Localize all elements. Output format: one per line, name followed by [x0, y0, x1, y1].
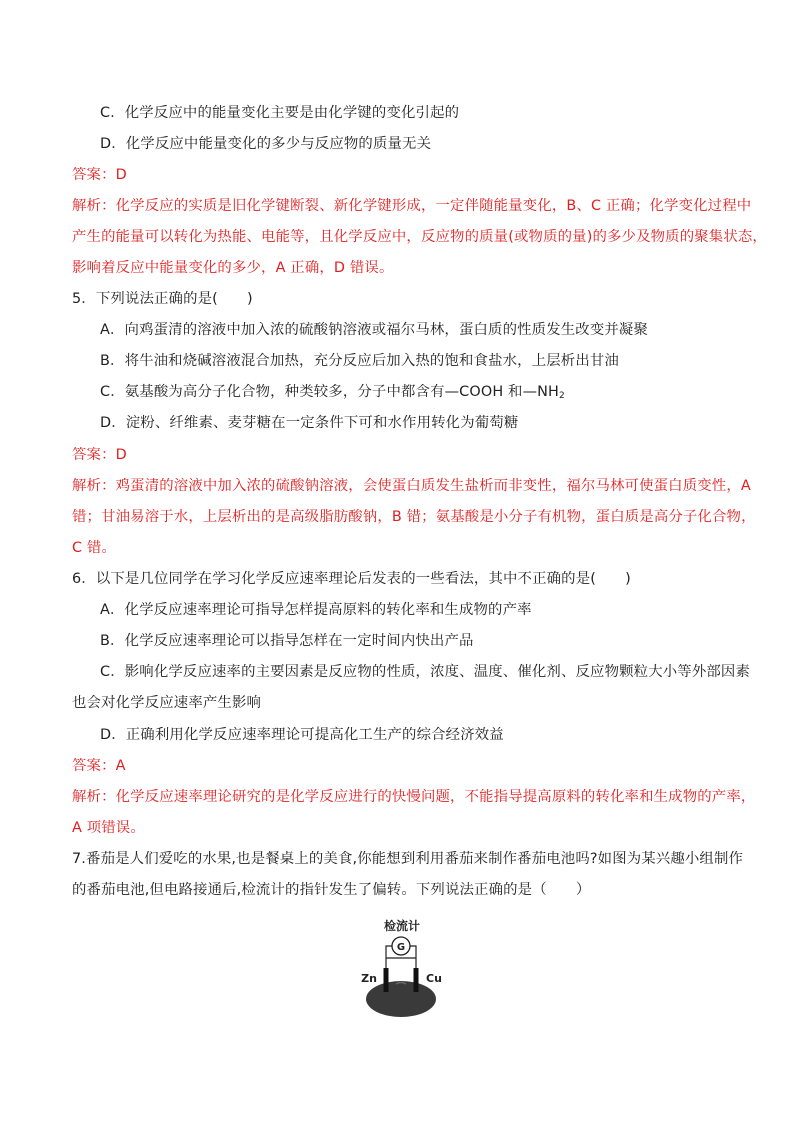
- q5-stem: 5．下列说法正确的是( ): [72, 291, 253, 307]
- tomato-battery-figure: [356, 914, 452, 1022]
- q6-option-c-line-2: 也会对化学反应速率产生影响: [72, 695, 262, 711]
- q6-analysis-line-2: A 项错误。: [72, 820, 145, 836]
- q5-option-a: A．向鸡蛋清的溶液中加入浓的硫酸钠溶液或福尔马林，蛋白质的性质发生改变并凝聚: [100, 322, 649, 338]
- zinc-electrode: [384, 968, 389, 992]
- tomato-battery-diagram: [356, 914, 452, 1022]
- q6-option-b: B．化学反应速率理论可以指导怎样在一定时间内快出产品: [100, 633, 474, 649]
- q5-option-c-subscript: 2: [559, 391, 565, 401]
- q5-option-c: [100, 382, 760, 402]
- q5-option-d: D．淀粉、纤维素、麦芽糖在一定条件下可和水作用转化为葡萄糖: [100, 415, 519, 431]
- q4-analysis-line-1: 解析：化学反应的实质是旧化学键断裂、新化学键形成，一定伴随能量变化，B、C 正确；化学变化过程中: [72, 198, 752, 214]
- q5-analysis-line-3: C 错。: [72, 540, 117, 556]
- q6-stem: 6．以下是几位同学在学习化学反应速率理论后发表的一些看法，其中不正确的是( ): [72, 571, 631, 587]
- galvanometer-symbol: G: [396, 942, 406, 953]
- q5-answer: 答案：D: [72, 447, 127, 463]
- q5-analysis-line-1: 解析：鸡蛋清的溶液中加入浓的硫酸钠溶液，会使蛋白质发生盐析而非变性，福尔马林可使蛋白质变性，A: [72, 478, 751, 494]
- q5-option-c-text: C．氨基酸为高分子化合物，种类较多，分子中都含有—COOH 和—NH: [100, 384, 559, 400]
- q5-analysis-line-2: 错；甘油易溶于水，上层析出的是高级脂肪酸钠，B 错；氨基酸是小分子有机物，蛋白质是高分子化合物，: [72, 509, 756, 525]
- q4-analysis-line-3: 影响着反应中能量变化的多少，A 正确，D 错误。: [72, 260, 394, 276]
- tomato-icon: [366, 981, 436, 1017]
- q4-analysis-line-2: 产生的能量可以转化为热能、电能等，且化学反应中，反应物的质量(或物质的量)的多少及物质的聚集状态，: [72, 229, 767, 245]
- q6-option-d: D．正确利用化学反应速率理论可提高化工生产的综合经济效益: [100, 727, 504, 743]
- q6-analysis-line-1: 解析：化学反应速率理论研究的是化学反应进行的快慢问题，不能指导提高原料的转化率和生成物的产率，: [72, 789, 756, 805]
- copper-electrode: [414, 968, 419, 992]
- q6-option-a: A．化学反应速率理论可指导怎样提高原料的转化率和生成物的产率: [100, 602, 532, 618]
- copper-label: Cu: [426, 972, 442, 985]
- q7-stem-line-1: 7.番茄是人们爱吃的水果,也是餐桌上的美食,你能想到利用番茄来制作番茄电池吗?如图为某兴趣小组制作: [72, 851, 744, 867]
- q4-option-d: D．化学反应中能量变化的多少与反应物的质量无关: [100, 136, 432, 152]
- zinc-label: Zn: [361, 972, 377, 985]
- q4-option-c: C．化学反应中的能量变化主要是由化学键的变化引起的: [100, 105, 460, 121]
- q5-option-b: B．将牛油和烧碱溶液混合加热，充分反应后加入热的饱和食盐水，上层析出甘油: [100, 353, 619, 369]
- q4-answer: 答案：D: [72, 167, 127, 183]
- q6-answer: 答案：A: [72, 758, 126, 774]
- galvanometer-label: 检流计: [383, 919, 421, 933]
- q7-stem-line-2: 的番茄电池,但电路接通后,检流计的指针发生了偏转。下列说法正确的是（ ）: [72, 882, 591, 898]
- q6-option-c-line-1: C．影响化学反应速率的主要因素是反应物的性质，浓度、温度、催化剂、反应物颗粒大小等外部因素: [100, 664, 750, 680]
